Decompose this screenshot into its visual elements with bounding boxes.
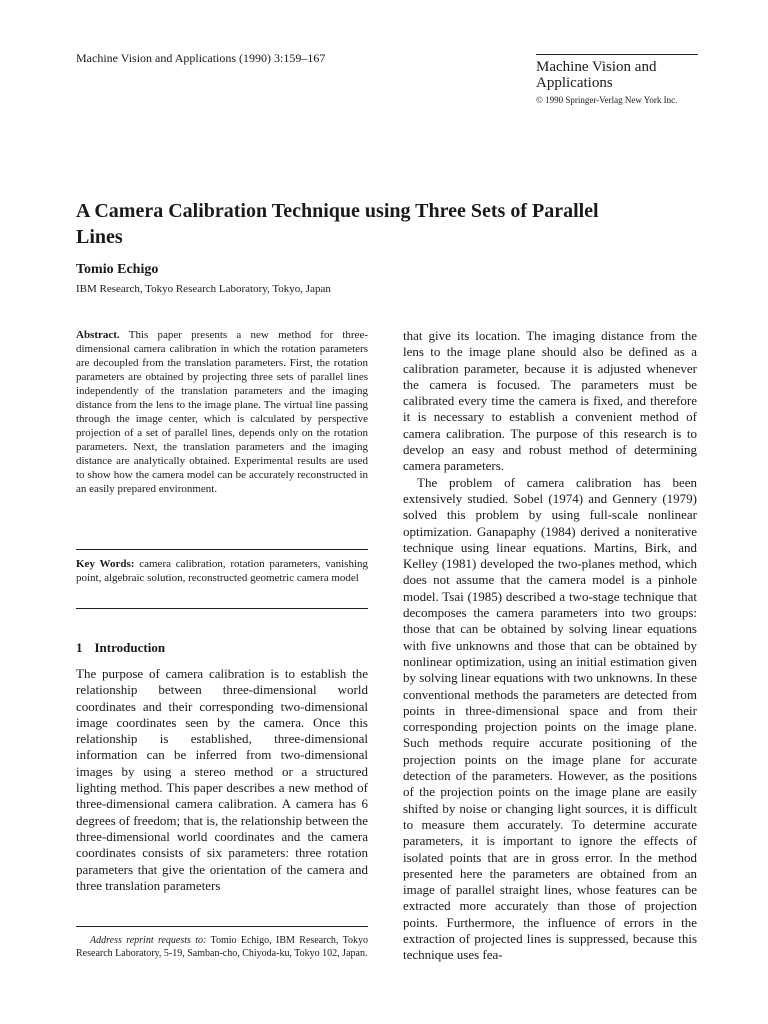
keywords-label: Key Words:: [76, 558, 135, 570]
section-title: Introduction: [94, 640, 166, 655]
right-column: [403, 328, 697, 964]
keywords: [76, 557, 368, 585]
footnote-lead: Address reprint requests to:: [90, 935, 207, 946]
abstract: [76, 328, 368, 496]
abstract-label: Abstract.: [76, 329, 120, 341]
author-affiliation: IBM Research, Tokyo Research Laboratory, Tokyo, Japan: [76, 283, 331, 295]
keywords-end-divider: [76, 608, 368, 609]
section-heading-introduction: [76, 640, 165, 656]
footnote-text: Tomio Echigo, IBM Research, Tokyo Research Laboratory, 5-19, Samban-cho, Chiyoda-ku, Tokyo 102, Japan.: [76, 935, 368, 959]
keywords-text: camera calibration, rotation parameters, vanishing point, algebraic solution, reconstructed geometric camera model: [76, 558, 369, 584]
keywords-divider: [76, 549, 368, 550]
abstract-text: This paper presents a new method for three-dimensional camera calibration in which the rotation parameters are decoupled from the translation parameters. First, the rotation parameters are obtained by projecting three sets of parallel lines independently of the translation parameters and the imaging distance from the lens to the image plane. The virtual line passing through the image center, which is calculated by perspective projection of a set of parallel lines, depends only on the rotation parameters. Next, the translation parameters and the imaging distance are analytically obtained. Experimental results are used to show how the camera model can be accurately reconstructed in an easily prepared environment.: [76, 329, 368, 495]
intro-paragraph-left: The purpose of camera calibration is to establish the relationship between three-dimensional world coordinates and their corresponding two-dimensional image coordinates seen by the camera. Once this relationship is established, three-dimensional information can be inferred from two-dimensional images by using a stereo method or a structured lighting method. This paper describes a new method of three-dimensional camera calibration. A camera has 6 degrees of freedom; that is, the relationship between the three-dimensional world coordinates and the camera coordinates consists of six parameters: three rotation parameters that give the orientation of the camera and three translation parameters: [76, 666, 368, 893]
article-title: A Camera Calibration Technique using Three Sets of Parallel Lines: [76, 200, 599, 248]
copyright-notice: © 1990 Springer-Verlag New York Inc.: [536, 95, 678, 105]
section-number: 1: [76, 640, 83, 655]
author-name: Tomio Echigo: [76, 262, 159, 277]
journal-citation: Machine Vision and Applications (1990) 3:159–167: [76, 51, 326, 65]
footnote-divider: [76, 926, 368, 927]
journal-masthead: [536, 54, 698, 107]
right-paragraph-related-work: The problem of camera calibration has been extensively studied. Sobel (1974) and Gennery (1979) solved this problem by using full-scale nonlinear optimization. Ganapaphy (1984) derived a noniterative technique using linear equations. Martins, Birk, and Kelley (1981) developed the two-planes method, which does not assume that the camera model is a pinhole model. Tsai (1985) described a two-stage technique that decomposes the camera parameters into two groups: those that can be obtained by solving linear equations with five unknowns and those that can be obtained by nonlinear optimization, using an initial estimation given by solving linear equations with two unknowns. In these conventional methods the parameters are detected from points in three-dimensional space and from their corresponding projection points on the image plane. Such methods require accurate positioning of the projection points on the image plane for accurate detection of the parameters. However, as the positions of the projection points on the image plane are easily shifted by noise or changing light sources, it is difficult to measure them accurately. To determine accurate parameters, it is important to ignore the effects of isolated points that are in gross error. In the method presented here the parameters are obtained from an image of parallel straight lines, whose features can be extracted more accurately than those of projection points. Furthermore, the influence of errors in the extraction of projected lines is suppressed, because this technique uses fea-: [403, 474, 697, 963]
right-paragraph-continuation: that give its location. The imaging distance from the lens to the image plane should also be defined as a calibration parameter, because it is adjusted whenever the camera is focused. The parameters must be calibrated every time the camera is fixed, and therefore it is necessary to establish a convenient method of camera calibration. The purpose of this research is to develop an easy and robust method of determining camera parameters.: [403, 328, 697, 474]
footnote: [76, 934, 368, 960]
journal-name: Machine Vision and Applications: [536, 59, 657, 91]
